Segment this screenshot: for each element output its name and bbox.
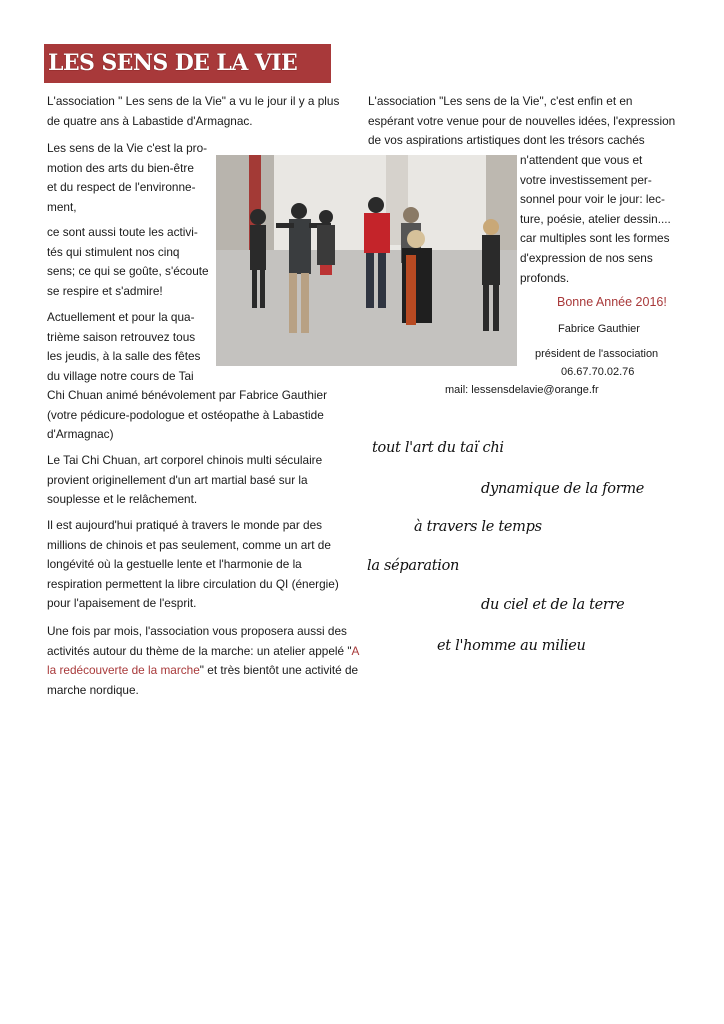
phone-number: 06.67.70.02.76: [561, 366, 635, 378]
text-line: du village notre cours de Tai: [47, 368, 194, 383]
schedule-paragraph-start: [47, 308, 217, 386]
poem-line: à travers le temps: [414, 519, 542, 535]
text-line: les jeudis, à la salle des fêtes: [47, 349, 201, 364]
new-year-greeting: Bonne Année 2016!: [557, 295, 667, 309]
text-line: sonnel pour voir le jour: lec-: [520, 192, 665, 207]
intro-paragraph: L'association " Les sens de la Vie" a vu le jour il y a plus de quatre ans à Labastide d'Armagnac.: [47, 94, 340, 128]
practice-paragraph: Il est aujourd'hui pratiqué à travers le monde par des millions de chinois et pas seulement, comme un art de longévité où la gestuelle lente et l'harmonie de la respiration permettent la libre circulation du QI (énergie) pour l'apaisement de l'esprit.: [47, 518, 339, 611]
poem-line: la séparation: [367, 558, 460, 574]
text-line: profonds.: [520, 270, 570, 285]
schedule-paragraph-end: Chi Chuan animé bénévolement par Fabrice Gauthier (votre pédicure-podologue et ostéopathe à Labastide d'Armagnac): [47, 388, 328, 442]
group-photo: [216, 155, 517, 366]
signature-role: président de l'association: [535, 348, 659, 360]
text-line: tés qui stimulent nos cinq: [47, 244, 180, 259]
text-line: Les sens de la Vie c'est la pro-: [47, 141, 208, 155]
text-line: ment,: [47, 199, 77, 214]
poem-line: et l'homme au milieu: [437, 638, 586, 654]
text-line: votre investissement per-: [520, 172, 652, 187]
walking-text-start: Une fois par mois, l'association vous proposera aussi des activités autour du thème de la marche: un atelier appelé ": [47, 624, 352, 658]
invitation-paragraph-end: [520, 151, 685, 288]
poem-line: dynamique de la forme: [481, 481, 645, 497]
text-line: ture, poésie, atelier dessin....: [520, 211, 671, 226]
email-address[interactable]: mail: lessensdelavie@orange.fr: [445, 384, 599, 396]
signature-name: Fabrice Gauthier: [558, 323, 640, 335]
text-line: trième saison retrouvez tous: [47, 329, 196, 344]
text-line: Actuellement et pour la qua-: [47, 310, 195, 324]
walking-paragraph: [47, 622, 359, 700]
poem-line: tout l'art du taï chi: [372, 440, 504, 456]
text-line: motion des arts du bien-être: [47, 160, 194, 175]
text-line: ce sont aussi toute les activi-: [47, 225, 198, 239]
page-title: LES SENS DE LA VIE: [44, 44, 331, 83]
text-line: se respire et s'admire!: [47, 283, 163, 298]
walking-text-end: " et très bientôt une activité de marche nordique.: [47, 663, 359, 697]
text-line: n'attendent que vous et: [520, 153, 643, 167]
activities-paragraph: [47, 223, 217, 301]
walking-workshop-link[interactable]: A la redécouverte de la marche: [47, 643, 359, 678]
text-line: et du respect de l'environne-: [47, 180, 196, 195]
taichi-paragraph: Le Tai Chi Chuan, art corporel chinois multi séculaire provient originellement d'un art martial basé sur la souplesse et le relâchement.: [47, 453, 323, 507]
text-line: sens; ce qui se goûte, s'écoute: [47, 264, 209, 279]
text-line: d'expression de nos sens: [520, 250, 653, 265]
poem-line: du ciel et de la terre: [481, 597, 625, 613]
text-line: car multiples sont les formes: [520, 231, 670, 246]
mission-paragraph: [47, 139, 217, 217]
invitation-paragraph-start: L'association "Les sens de la Vie", c'est enfin et en espérant votre venue pour de nouvelles idées, l'expression de vos aspirations artistiques dont les trésors cachés: [368, 94, 676, 148]
